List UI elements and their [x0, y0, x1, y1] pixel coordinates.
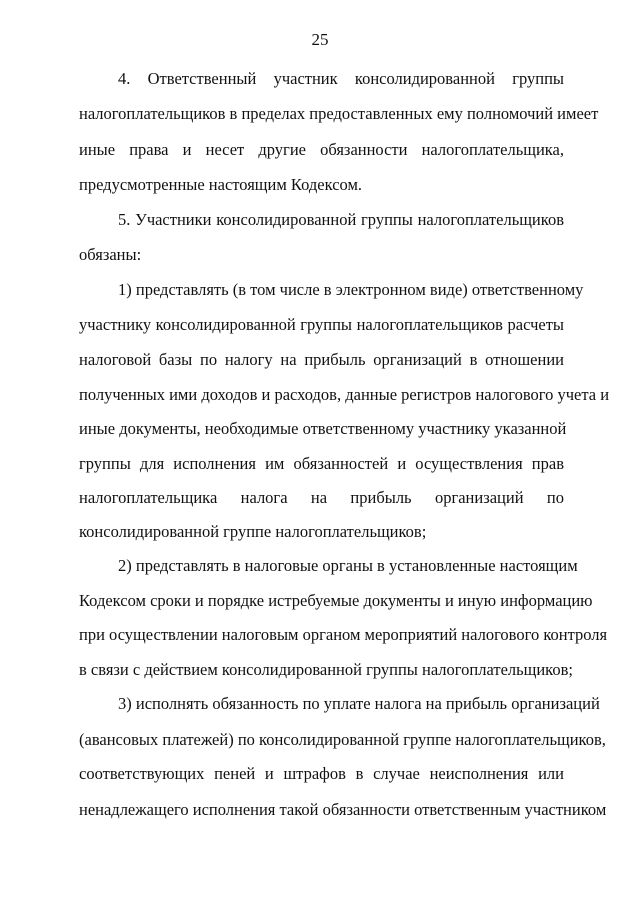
text-line: соответствующих пеней и штрафов в случае неисполнения или	[79, 764, 564, 783]
text-line: иные документы, необходимые ответственному участнику указанной	[79, 419, 567, 438]
text-line: 2) представлять в налоговые органы в установленные настоящим	[118, 556, 578, 575]
text-line: предусмотренные настоящим Кодексом.	[79, 175, 363, 194]
text-line: 1) представлять (в том числе в электронном виде) ответственному	[118, 280, 584, 299]
text-line: налоговой базы по налогу на прибыль организаций в отношении	[79, 350, 564, 369]
text-line: 3) исполнять обязанность по уплате налога на прибыль организаций	[118, 694, 600, 713]
text-line: полученных ими доходов и расходов, данные регистров налогового учета и	[79, 385, 610, 404]
text-line: 4. Ответственный участник консолидированной группы	[118, 69, 564, 88]
text-line: Кодексом сроки и порядке истребуемые документы и иную информацию	[79, 591, 593, 610]
text-line: консолидированной группе налогоплательщиков;	[79, 522, 427, 541]
text-line: (авансовых платежей) по консолидированной группе налогоплательщиков,	[79, 730, 606, 749]
text-line: ненадлежащего исполнения такой обязанности ответственным участником	[79, 800, 607, 819]
page-number: 25	[311, 30, 329, 49]
text-line: группы для исполнения им обязанностей и осуществления прав	[79, 454, 564, 473]
text-line: участнику консолидированной группы налогоплательщиков расчеты	[79, 315, 564, 334]
text-line: иные права и несет другие обязанности налогоплательщика,	[79, 140, 564, 159]
text-line: в связи с действием консолидированной группы налогоплательщиков;	[79, 660, 573, 679]
text-line: при осуществлении налоговым органом мероприятий налогового контроля	[79, 625, 608, 644]
text-line: обязаны:	[79, 245, 142, 264]
text-line: налогоплательщика налога на прибыль организаций по	[79, 488, 564, 507]
text-line: налогоплательщиков в пределах предоставленных ему полномочий имеет	[79, 104, 599, 123]
text-line: 5. Участники консолидированной группы налогоплательщиков	[118, 210, 564, 229]
